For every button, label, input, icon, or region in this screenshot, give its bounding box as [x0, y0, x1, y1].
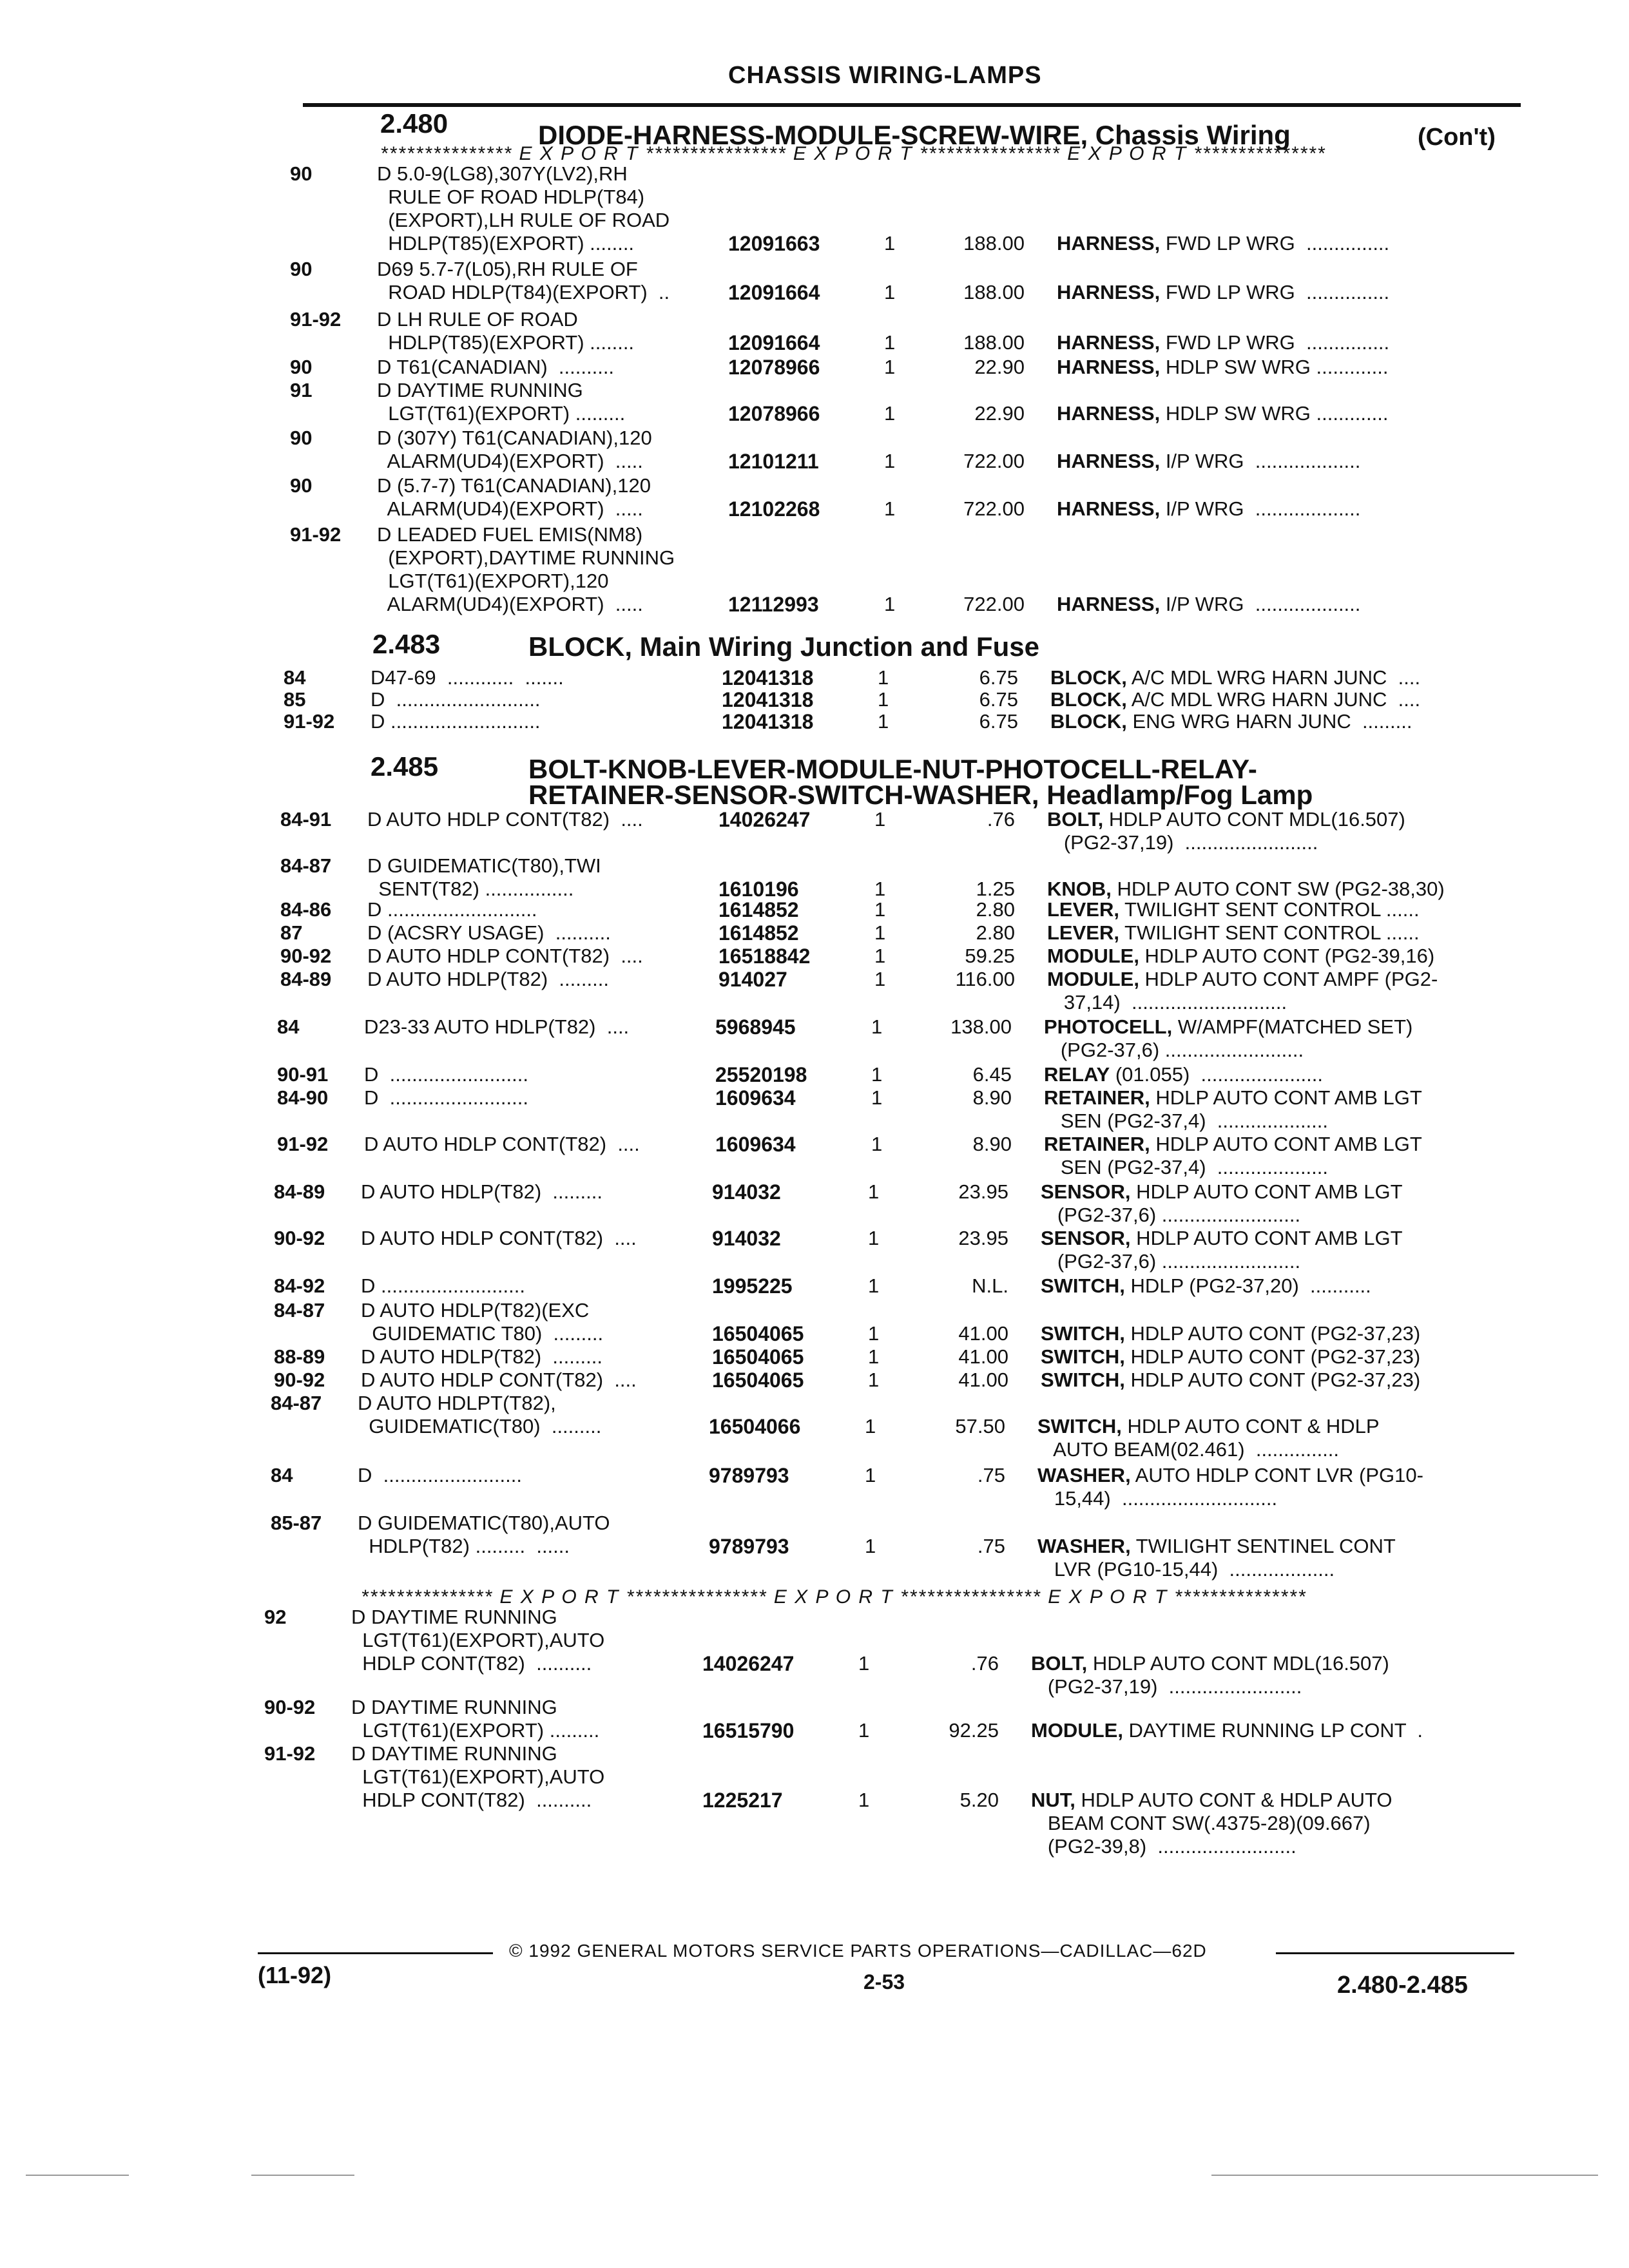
row-part-name-detail: HDLP AUTO CONT (PG2-39,16) [1139, 945, 1435, 967]
row-part-number: 12041318 [722, 666, 814, 689]
row-part-number: 12078966 [728, 356, 820, 379]
row-quantity: 1 [871, 1063, 883, 1086]
row-price: 722.00 [963, 497, 1025, 520]
row-part-number: 12091664 [728, 281, 820, 304]
row-year: 84-87 [280, 854, 332, 877]
row-part-name-keyword: HARNESS, [1057, 232, 1161, 255]
row-price: 2.80 [976, 898, 1015, 921]
row-part-name-detail: I/P WRG ................... [1160, 497, 1361, 520]
row-year: 91-92 [277, 1133, 329, 1155]
row-part-name-keyword: HARNESS, [1057, 450, 1161, 472]
row-part-number: 14026247 [702, 1652, 795, 1675]
row-part-name-detail: A/C MDL WRG HARN JUNC .... [1126, 688, 1421, 711]
row-quantity: 1 [874, 945, 886, 967]
row-part-name-detail: FWD LP WRG ............... [1160, 281, 1390, 303]
row-year: 90 [290, 427, 313, 449]
row-part-name [1057, 497, 1360, 521]
row-year: 91 [290, 379, 313, 401]
row-part-name-keyword: RELAY [1044, 1063, 1110, 1086]
row-part-name-keyword: MODULE, [1047, 968, 1139, 990]
row-quantity: 1 [858, 1719, 870, 1742]
row-part-name-keyword: SWITCH, [1041, 1274, 1125, 1297]
row-description: D AUTO HDLP(T82) ......... [367, 968, 609, 990]
row-part-name [1044, 1063, 1323, 1086]
row-part-name-detail: HDLP AUTO CONT SW (PG2-38,30) [1111, 878, 1445, 900]
row-year: 90-92 [274, 1369, 325, 1391]
row-part-number: 1610196 [718, 878, 799, 901]
row-part-name-keyword: BOLT, [1047, 808, 1104, 831]
row-part-name-detail: HDLP AUTO CONT MDL(16.507) (PG2-37,19) ........................ [1047, 1652, 1389, 1698]
row-part-number: 14026247 [718, 808, 811, 831]
row-quantity: 1 [884, 356, 896, 378]
row-description: D AUTO HDLP CONT(T82) .... [367, 945, 643, 967]
row-part-name-detail: HDLP AUTO CONT AMB LGT SEN (PG2-37,4) .................... [1060, 1086, 1422, 1132]
row-part-name [1047, 921, 1420, 945]
row-year: 91-92 [290, 308, 342, 331]
row-part-name-detail: DAYTIME RUNNING LP CONT . [1123, 1719, 1423, 1742]
row-part-number: 16515790 [702, 1719, 795, 1742]
row-part-name-detail: HDLP AUTO CONT AMB LGT SEN (PG2-37,4) .................... [1060, 1133, 1422, 1178]
row-year: 91-92 [290, 523, 342, 546]
row-part-name-keyword: BLOCK, [1050, 666, 1127, 689]
row-year: 90 [290, 356, 313, 378]
section-continued-label: (Con't) [1418, 124, 1496, 151]
row-part-number: 12041318 [722, 710, 814, 733]
row-description: D DAYTIME RUNNING LGT(T61)(EXPORT),AUTO HDLP CONT(T82) .......... [351, 1606, 605, 1675]
row-part-number: 1225217 [702, 1789, 783, 1812]
row-price: 6.75 [979, 688, 1018, 711]
row-part-number: 16518842 [718, 945, 811, 968]
page-header-title: CHASSIS WIRING-LAMPS [728, 62, 1042, 89]
row-part-name-detail: FWD LP WRG ............... [1160, 331, 1390, 354]
row-description: D ........................... [371, 710, 541, 733]
row-description: D GUIDEMATIC(T80),TWI SENT(T82) ................ [367, 854, 601, 900]
row-description: D AUTO HDLPT(T82), GUIDEMATIC(T80) ......... [358, 1392, 602, 1437]
row-price: 6.75 [979, 710, 1018, 733]
row-price: 8.90 [972, 1133, 1012, 1155]
row-part-number: 12078966 [728, 402, 820, 425]
row-year: 85 [284, 688, 306, 711]
row-part-name [1037, 1464, 1423, 1510]
row-description: D AUTO HDLP CONT(T82) .... [364, 1133, 640, 1155]
row-quantity: 1 [874, 968, 886, 990]
row-part-number: 5968945 [715, 1015, 796, 1039]
row-part-name-keyword: BOLT, [1031, 1652, 1088, 1675]
row-part-name-keyword: RETAINER, [1044, 1133, 1150, 1155]
row-description: D AUTO HDLP(T82) ......... [361, 1345, 602, 1368]
scan-artifact [1211, 2175, 1598, 2176]
row-price: 57.50 [955, 1415, 1005, 1437]
row-quantity: 1 [884, 331, 896, 354]
row-part-name-keyword: HARNESS, [1057, 356, 1161, 378]
row-part-name [1041, 1274, 1371, 1298]
row-part-number: 16504065 [712, 1345, 804, 1369]
row-part-name [1050, 710, 1412, 733]
row-description: D DAYTIME RUNNING LGT(T61)(EXPORT),AUTO HDLP CONT(T82) .......... [351, 1742, 605, 1811]
row-part-name-keyword: SENSOR, [1041, 1180, 1131, 1203]
row-quantity: 1 [868, 1227, 880, 1249]
row-part-name-detail: HDLP (PG2-37,20) ........... [1124, 1274, 1371, 1297]
row-part-name [1031, 1789, 1392, 1858]
row-part-name [1047, 945, 1434, 968]
row-part-number: 914027 [718, 968, 787, 991]
row-part-name-keyword: HARNESS, [1057, 281, 1161, 303]
row-part-name [1044, 1086, 1422, 1133]
export-banner: *************** E X P O R T **************** E X P O R T **************** E X P O R T *************** [380, 143, 1326, 164]
row-price: 8.90 [972, 1086, 1012, 1109]
section-number: 2.483 [372, 629, 441, 659]
row-year: 84-87 [271, 1392, 322, 1414]
row-part-name-detail: HDLP AUTO CONT AMPF (PG2- 37,14) ............................ [1063, 968, 1438, 1014]
row-part-number: 16504066 [709, 1415, 801, 1438]
row-part-name [1041, 1345, 1420, 1369]
row-year: 88-89 [274, 1345, 325, 1368]
row-part-name [1057, 281, 1389, 304]
scan-artifact [26, 2175, 129, 2176]
row-part-number: 16504065 [712, 1369, 804, 1392]
row-part-name [1057, 593, 1360, 616]
row-price: 188.00 [963, 281, 1025, 303]
row-quantity: 1 [874, 878, 886, 900]
row-description: D AUTO HDLP CONT(T82) .... [361, 1227, 637, 1249]
row-part-name [1037, 1535, 1396, 1581]
row-quantity: 1 [871, 1086, 883, 1109]
row-part-number: 12091663 [728, 232, 820, 255]
row-part-name-keyword: KNOB, [1047, 878, 1112, 900]
row-part-name-detail: HDLP AUTO CONT (PG2-37,23) [1124, 1322, 1421, 1345]
row-year: 90-91 [277, 1063, 329, 1086]
row-description: D DAYTIME RUNNING LGT(T61)(EXPORT) ......... [351, 1696, 600, 1742]
footer-page-number: 2-53 [863, 1970, 905, 1994]
row-part-name [1037, 1415, 1380, 1461]
row-year: 90 [290, 162, 313, 185]
row-part-name-detail: HDLP AUTO CONT (PG2-37,23) [1124, 1369, 1421, 1391]
row-part-name [1041, 1369, 1420, 1392]
row-part-name-keyword: WASHER, [1037, 1535, 1131, 1557]
row-quantity: 1 [884, 232, 896, 255]
row-part-name-keyword: SWITCH, [1041, 1322, 1125, 1345]
row-price: 722.00 [963, 450, 1025, 472]
row-part-name [1044, 1015, 1412, 1062]
row-quantity: 1 [874, 898, 886, 921]
row-part-name-keyword: LEVER, [1047, 921, 1119, 944]
row-year: 90-92 [280, 945, 332, 967]
row-quantity: 1 [871, 1015, 883, 1038]
row-description: D AUTO HDLP(T82) ......... [361, 1180, 602, 1203]
section-number: 2.485 [371, 751, 439, 782]
row-part-number: 16504065 [712, 1322, 804, 1345]
row-part-name-keyword: RETAINER, [1044, 1086, 1150, 1109]
row-quantity: 1 [865, 1464, 876, 1486]
row-year: 84-86 [280, 898, 332, 921]
row-part-name-detail: TWILIGHT SENTINEL CONT LVR (PG10-15,44) ................... [1054, 1535, 1396, 1581]
section-title: BLOCK, Main Wiring Junction and Fuse [528, 631, 1039, 662]
row-price: 59.25 [965, 945, 1015, 967]
row-part-name-detail: HDLP AUTO CONT MDL(16.507) (PG2-37,19) ........................ [1063, 808, 1405, 854]
row-part-name [1057, 402, 1388, 425]
row-year: 90 [290, 474, 313, 497]
row-part-name-detail: HDLP SW WRG ............. [1160, 356, 1389, 378]
row-part-name [1047, 808, 1405, 854]
row-quantity: 1 [868, 1345, 880, 1368]
row-price: 23.95 [958, 1227, 1008, 1249]
row-part-name-detail: HDLP SW WRG ............. [1160, 402, 1389, 425]
row-description: D ........................... [367, 898, 537, 921]
row-part-number: 12041318 [722, 688, 814, 711]
row-description: D LH RULE OF ROAD HDLP(T85)(EXPORT) ........ [377, 308, 635, 354]
row-part-number: 9789793 [709, 1464, 789, 1487]
row-part-number: 25520198 [715, 1063, 807, 1086]
row-description: D (5.7-7) T61(CANADIAN),120 ALARM(UD4)(EXPORT) ..... [377, 474, 651, 520]
row-year: 90 [290, 258, 313, 280]
row-description: D .......................... [371, 688, 541, 711]
row-part-name [1041, 1180, 1403, 1227]
footer-copyright: © 1992 GENERAL MOTORS SERVICE PARTS OPERATIONS—CADILLAC—62D [509, 1941, 1207, 1961]
row-price: 22.90 [974, 402, 1025, 425]
row-part-name-detail: HDLP AUTO CONT (PG2-37,23) [1124, 1345, 1421, 1368]
row-part-name-keyword: BLOCK, [1050, 688, 1127, 711]
row-price: 41.00 [958, 1369, 1008, 1391]
row-description: D LEADED FUEL EMIS(NM8) (EXPORT),DAYTIME RUNNING LGT(T61)(EXPORT),120 ALARM(UD4)(EXPORT) ..... [377, 523, 675, 615]
row-part-name [1050, 666, 1420, 689]
row-part-name-detail: AUTO HDLP CONT LVR (PG10- 15,44) ............................ [1054, 1464, 1423, 1510]
row-part-name [1057, 450, 1360, 473]
section-title-line2: RETAINER-SENSOR-SWITCH-WASHER, Headlamp/Fog Lamp [528, 780, 1313, 810]
row-description: D T61(CANADIAN) .......... [377, 356, 615, 378]
row-price: 41.00 [958, 1322, 1008, 1345]
row-description: D AUTO HDLP(T82)(EXC GUIDEMATIC T80) ......... [361, 1299, 604, 1345]
row-price: 92.25 [949, 1719, 999, 1742]
row-price: 41.00 [958, 1345, 1008, 1368]
row-description: D .......................... [361, 1274, 525, 1297]
row-part-name [1057, 232, 1389, 255]
footer-rule-right [1276, 1952, 1514, 1954]
row-part-number: 12101211 [728, 450, 819, 473]
row-part-name-detail: ENG WRG HARN JUNC ......... [1126, 710, 1412, 733]
row-part-number: 9789793 [709, 1535, 789, 1558]
row-part-name-keyword: SWITCH, [1037, 1415, 1122, 1437]
row-part-name-keyword: HARNESS, [1057, 497, 1161, 520]
row-year: 84-91 [280, 808, 332, 831]
row-price: 188.00 [963, 232, 1025, 255]
row-description: D (307Y) T61(CANADIAN),120 ALARM(UD4)(EXPORT) ..... [377, 427, 652, 472]
row-description: D69 5.7-7(L05),RH RULE OF ROAD HDLP(T84)(EXPORT) .. [377, 258, 670, 303]
row-part-name-detail: HDLP AUTO CONT AMB LGT (PG2-37,6) ......................... [1057, 1180, 1403, 1226]
row-quantity: 1 [878, 710, 889, 733]
row-price: 22.90 [974, 356, 1025, 378]
row-part-name-detail: I/P WRG ................... [1160, 450, 1361, 472]
row-year: 84-92 [274, 1274, 325, 1297]
row-price: .75 [977, 1464, 1005, 1486]
row-part-name [1057, 331, 1389, 354]
row-description: D (ACSRY USAGE) .......... [367, 921, 611, 944]
row-part-number: 12112993 [728, 593, 819, 616]
row-price: 116.00 [955, 968, 1015, 990]
row-price: 1.25 [976, 878, 1015, 900]
row-quantity: 1 [884, 402, 896, 425]
row-part-number: 1995225 [712, 1274, 793, 1298]
row-part-name-detail: TWILIGHT SENT CONTROL ...... [1119, 921, 1420, 944]
row-part-name [1031, 1719, 1423, 1742]
row-part-name-keyword: BLOCK, [1050, 710, 1127, 733]
row-year: 84 [284, 666, 306, 689]
row-price: 5.20 [959, 1789, 999, 1811]
row-year: 84-89 [280, 968, 332, 990]
row-part-name-keyword: SENSOR, [1041, 1227, 1131, 1249]
row-description: D23-33 AUTO HDLP(T82) .... [364, 1015, 630, 1038]
row-part-name [1041, 1322, 1420, 1345]
row-description: D AUTO HDLP CONT(T82) .... [361, 1369, 637, 1391]
row-price: 188.00 [963, 331, 1025, 354]
row-quantity: 1 [878, 666, 889, 689]
header-rule [303, 103, 1521, 107]
row-quantity: 1 [878, 688, 889, 711]
row-part-name-detail: HDLP AUTO CONT & HDLP AUTO BEAM(02.461) ............... [1053, 1415, 1380, 1461]
row-year: 92 [264, 1606, 287, 1628]
footer-section-range: 2.480-2.485 [1337, 1972, 1468, 1999]
row-description: D DAYTIME RUNNING LGT(T61)(EXPORT) ......... [377, 379, 626, 425]
row-part-number: 12091664 [728, 331, 820, 354]
row-price: N.L. [972, 1274, 1008, 1297]
row-part-number: 1609634 [715, 1133, 796, 1156]
row-description: D 5.0-9(LG8),307Y(LV2),RH RULE OF ROAD HDLP(T84) (EXPORT),LH RULE OF ROAD HDLP(T85)(EXPORT) ........ [377, 162, 670, 255]
row-part-number: 914032 [712, 1227, 781, 1250]
row-part-name-detail: HDLP AUTO CONT AMB LGT (PG2-37,6) ......................... [1057, 1227, 1403, 1273]
row-year: 84-89 [274, 1180, 325, 1203]
row-description: D GUIDEMATIC(T80),AUTO HDLP(T82) ......... ...... [358, 1512, 610, 1557]
row-quantity: 1 [868, 1369, 880, 1391]
row-quantity: 1 [884, 497, 896, 520]
row-quantity: 1 [871, 1133, 883, 1155]
row-description: D47-69 ............ ....... [371, 666, 564, 689]
row-part-name-detail: HDLP AUTO CONT & HDLP AUTO BEAM CONT SW(.4375-28)(09.667) (PG2-39,8) ......................... [1047, 1789, 1393, 1858]
section-title-line1: BOLT-KNOB-LEVER-MODULE-NUT-PHOTOCELL-RELAY- [528, 754, 1257, 784]
row-quantity: 1 [874, 808, 886, 831]
row-part-name-detail: TWILIGHT SENT CONTROL ...... [1119, 898, 1420, 921]
row-quantity: 1 [868, 1274, 880, 1297]
row-description: D AUTO HDLP CONT(T82) .... [367, 808, 643, 831]
row-description: D ......................... [364, 1063, 528, 1086]
row-quantity: 1 [884, 281, 896, 303]
row-year: 91-92 [264, 1742, 316, 1765]
row-price: 6.75 [979, 666, 1018, 689]
row-quantity: 1 [865, 1535, 876, 1557]
row-quantity: 1 [874, 921, 886, 944]
row-part-name [1047, 878, 1445, 901]
row-part-name-keyword: MODULE, [1047, 945, 1139, 967]
footer-rule-left [258, 1952, 493, 1954]
row-part-name-keyword: PHOTOCELL, [1044, 1015, 1173, 1038]
row-part-name [1050, 688, 1420, 711]
row-quantity: 1 [868, 1180, 880, 1203]
row-part-name [1057, 356, 1388, 379]
row-part-name [1047, 898, 1420, 921]
row-part-name-detail: I/P WRG ................... [1160, 593, 1361, 615]
row-part-number: 12102268 [728, 497, 820, 521]
row-price: .75 [977, 1535, 1005, 1557]
row-part-name-keyword: WASHER, [1037, 1464, 1131, 1486]
row-part-name-detail: (01.055) ...................... [1110, 1063, 1324, 1086]
row-price: 138.00 [950, 1015, 1012, 1038]
row-year: 84 [271, 1464, 293, 1486]
row-price: 6.45 [972, 1063, 1012, 1086]
row-year: 85-87 [271, 1512, 322, 1534]
row-quantity: 1 [858, 1789, 870, 1811]
row-part-name-keyword: LEVER, [1047, 898, 1119, 921]
row-quantity: 1 [884, 593, 896, 615]
row-price: .76 [970, 1652, 999, 1675]
row-part-name-detail: A/C MDL WRG HARN JUNC .... [1126, 666, 1421, 689]
row-part-name-keyword: SWITCH, [1041, 1345, 1125, 1368]
row-price: 23.95 [958, 1180, 1008, 1203]
row-part-name-keyword: SWITCH, [1041, 1369, 1125, 1391]
section-title: DIODE-HARNESS-MODULE-SCREW-WIRE, Chassis Wiring [538, 120, 1291, 150]
row-part-name [1044, 1133, 1422, 1179]
row-quantity: 1 [868, 1322, 880, 1345]
row-part-number: 914032 [712, 1180, 781, 1204]
row-price: 722.00 [963, 593, 1025, 615]
row-description: D ......................... [358, 1464, 522, 1486]
row-quantity: 1 [865, 1415, 876, 1437]
row-description: D ......................... [364, 1086, 528, 1109]
row-part-name-keyword: MODULE, [1031, 1719, 1123, 1742]
row-part-name-keyword: NUT, [1031, 1789, 1075, 1811]
row-quantity: 1 [858, 1652, 870, 1675]
row-part-number: 1614852 [718, 921, 799, 945]
footer-date: (11-92) [258, 1962, 332, 1988]
row-part-name-keyword: HARNESS, [1057, 593, 1161, 615]
section-number: 2.480 [380, 108, 448, 139]
row-year: 90-92 [264, 1696, 316, 1718]
row-year: 84-87 [274, 1299, 325, 1321]
row-year: 84 [277, 1015, 300, 1038]
row-year: 84-90 [277, 1086, 329, 1109]
row-part-name-detail: FWD LP WRG ............... [1160, 232, 1390, 255]
row-quantity: 1 [884, 450, 896, 472]
row-part-name-keyword: HARNESS, [1057, 402, 1161, 425]
row-part-number: 1609634 [715, 1086, 796, 1110]
row-part-number: 1614852 [718, 898, 799, 921]
row-part-name [1041, 1227, 1403, 1273]
row-part-name-keyword: HARNESS, [1057, 331, 1161, 354]
export-banner: *************** E X P O R T **************** E X P O R T **************** E X P O R T *************** [361, 1586, 1307, 1608]
row-part-name [1047, 968, 1438, 1014]
row-part-name-detail: W/AMPF(MATCHED SET) (PG2-37,6) ......................... [1060, 1015, 1413, 1061]
scan-artifact [251, 2175, 354, 2176]
row-price: 2.80 [976, 921, 1015, 944]
row-year: 87 [280, 921, 303, 944]
row-price: .76 [987, 808, 1015, 831]
row-year: 90-92 [274, 1227, 325, 1249]
row-part-name [1031, 1652, 1389, 1698]
row-year: 91-92 [284, 710, 335, 733]
